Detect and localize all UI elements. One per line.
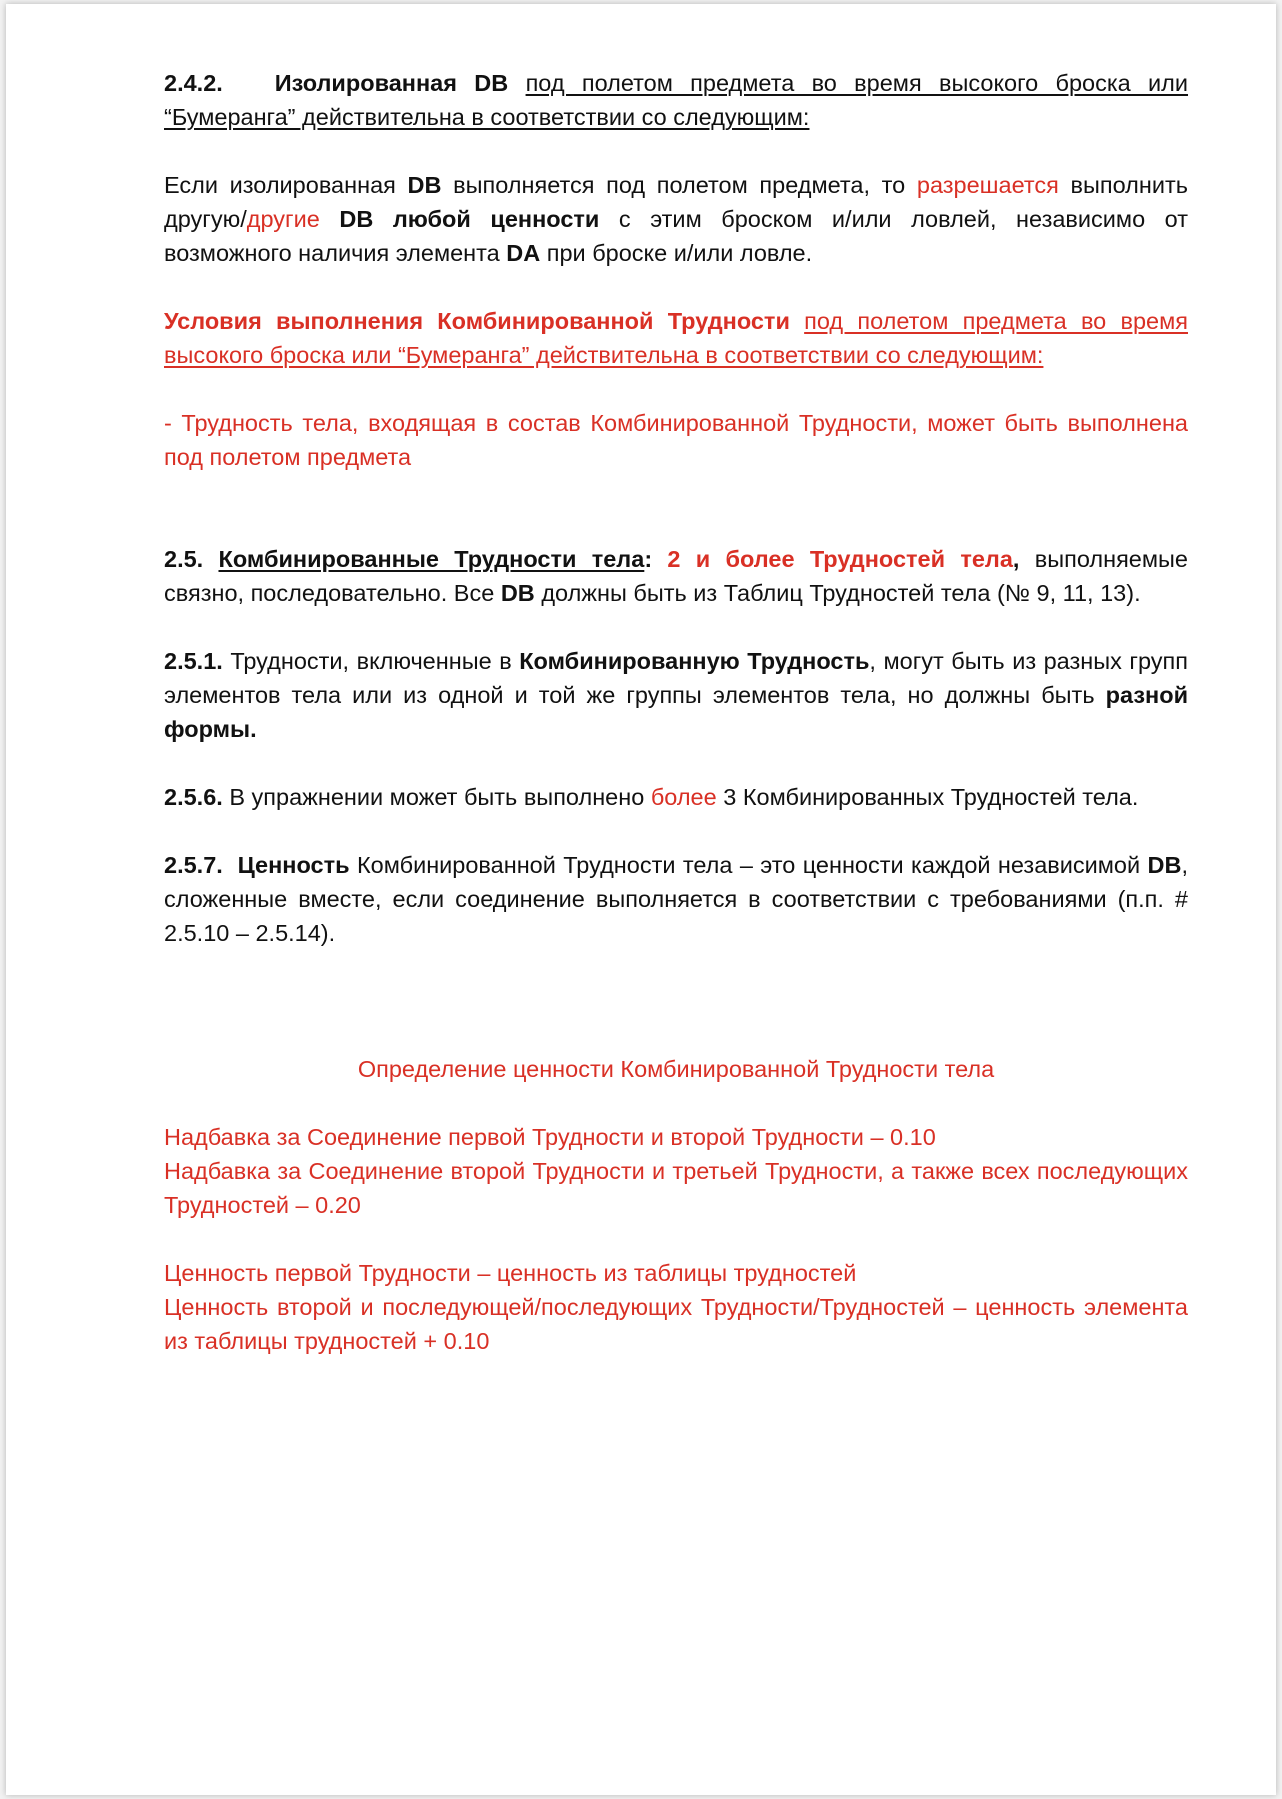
- document-content: [164, 66, 1188, 1358]
- section-2-5-1: [164, 644, 1188, 746]
- others-term: другие: [246, 206, 320, 232]
- combined-difficulty-term: Комбинированную Трудность: [519, 648, 870, 674]
- section-title: Комбинированные Трудности тела: [218, 546, 645, 572]
- allowed-term: разрешается: [916, 172, 1059, 198]
- comma: ,: [1012, 546, 1020, 572]
- da-term: DA: [506, 240, 541, 266]
- section-2-5: [164, 542, 1188, 610]
- db-term: DB: [500, 580, 535, 606]
- text-run: должны быть из Таблиц Трудностей тела (№ 9, 11, 13).: [541, 580, 1141, 606]
- value-second: Ценность второй и последующей/последующих Трудности/Трудностей – ценность элемента из таблицы трудностей + 0.10: [164, 1294, 1188, 1354]
- text-run: выполняемые связно, последовательно. Все: [164, 546, 1188, 606]
- text-run: , сложенные вместе, если соединение выполняется в соответствии с требованиями (п.п. # 2.5.10 – 2.5.14).: [164, 852, 1188, 946]
- section-2-5-7: [164, 848, 1188, 950]
- section-number: 2.4.2.: [164, 70, 223, 96]
- section-number: 2.5.6.: [164, 784, 223, 810]
- conditions-title: Условия выполнения Комбинированной Трудности: [164, 308, 790, 334]
- isolated-db-paragraph: [164, 168, 1188, 270]
- conditions-subtitle: под полетом предмета во время высокого броска или “Бумеранга” действительна в соответствии со следующим:: [164, 308, 1188, 368]
- db-any-value-term: DB любой ценности: [339, 206, 600, 232]
- section-number: 2.5.1.: [164, 648, 223, 674]
- section-subtitle: под полетом предмета во время высокого броска или “Бумеранга” действительна в соответствии со следующим:: [164, 70, 1189, 130]
- section-2-4-2-heading: [164, 66, 1188, 134]
- definition-heading: Определение ценности Комбинированной Трудности тела: [357, 1056, 995, 1082]
- value-first: Ценность первой Трудности – ценность из таблицы трудностей: [164, 1260, 857, 1286]
- section-number: 2.5.: [164, 546, 204, 572]
- text-run: Комбинированной Трудности тела – это ценности каждой независимой: [356, 852, 1141, 878]
- text-run: , могут быть из разных групп элементов тела или из одной и той же группы элементов тела, но должны быть: [164, 648, 1188, 708]
- conditions-heading: [164, 304, 1188, 372]
- text-run: В упражнении может быть выполнено: [229, 784, 645, 810]
- different-form-term: разной формы.: [164, 682, 1189, 742]
- text-run: Если изолированная: [164, 172, 396, 198]
- text-run: выполняется под полетом предмета, то: [453, 172, 906, 198]
- section-number: 2.5.7.: [164, 852, 223, 878]
- colon: :: [644, 546, 653, 572]
- bonus-second-third: Надбавка за Соединение второй Трудности и третьей Трудности, а также всех последующих Трудностей – 0.20: [164, 1158, 1188, 1218]
- section-2-5-6: [164, 780, 1188, 814]
- text-run: 3 Комбинированных Трудностей тела.: [723, 784, 1139, 810]
- bonus-first-second: Надбавка за Соединение первой Трудности и второй Трудности – 0.10: [164, 1124, 936, 1150]
- value-term: Ценность: [237, 852, 350, 878]
- dash-list-item: - Трудность тела, входящая в состав Комбинированной Трудности, может быть выполнена под полетом предмета: [164, 410, 1188, 470]
- more-term: более: [650, 784, 717, 810]
- db-term: DB: [407, 172, 442, 198]
- text-run: при броске и/или ловле.: [546, 240, 813, 266]
- text-run: Трудности, включенные в: [230, 648, 512, 674]
- text-run: с этим броском и/или ловлей, независимо от возможного наличия элемента: [164, 206, 1189, 266]
- count-term: 2 и более Трудностей тела: [667, 546, 1013, 572]
- text-run: выполнить другую/: [164, 172, 1189, 232]
- document-page: [6, 4, 1276, 1795]
- section-title: Изолированная DB: [274, 70, 509, 96]
- db-term: DB: [1147, 852, 1182, 878]
